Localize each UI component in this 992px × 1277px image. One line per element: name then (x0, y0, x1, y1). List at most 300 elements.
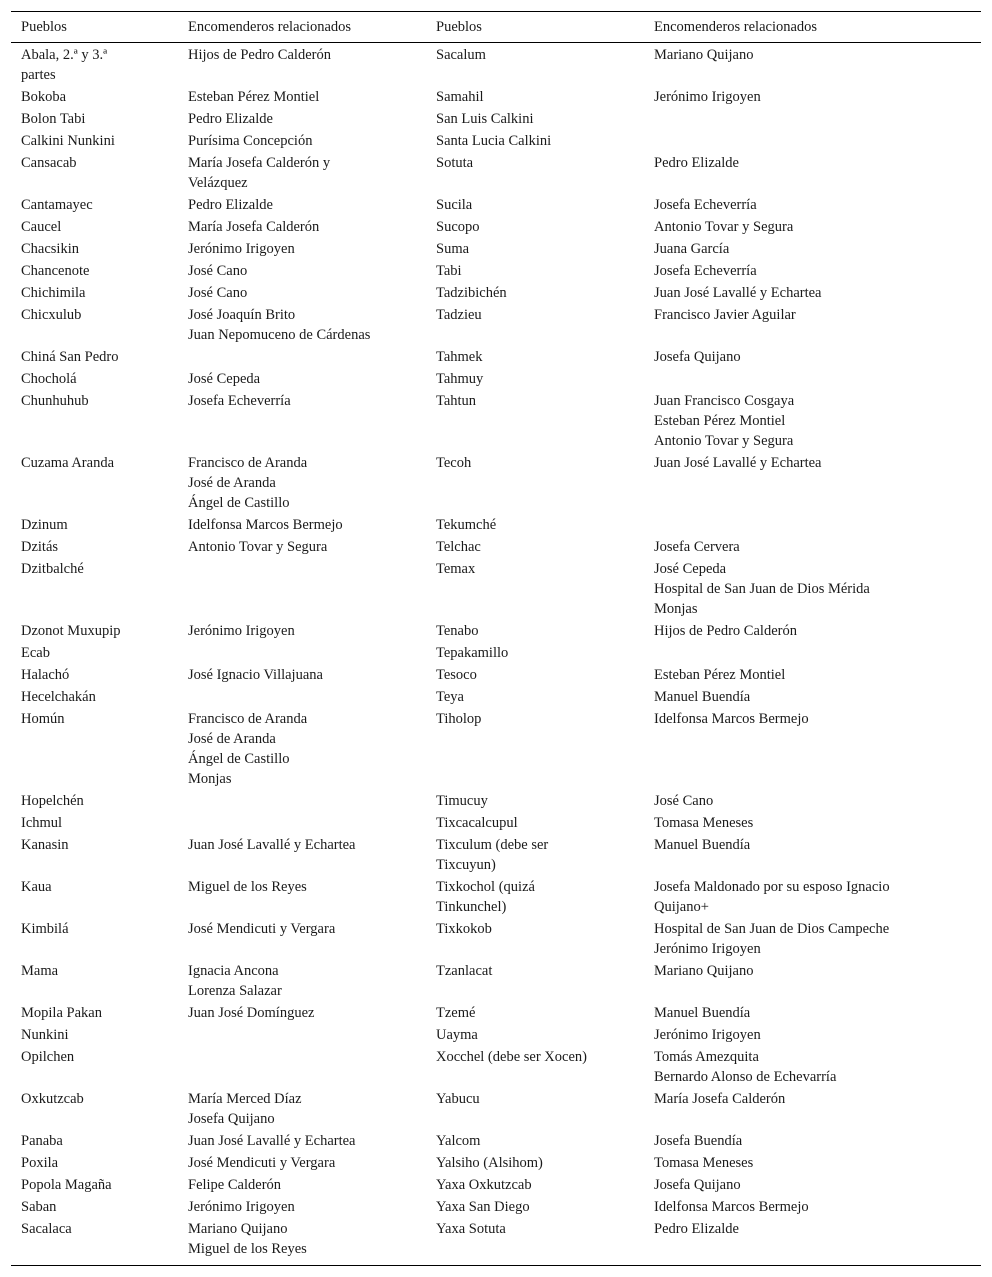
table-row (11, 1174, 981, 1196)
encomenderos-cell (644, 239, 981, 259)
table-row (11, 194, 981, 216)
encomenderos-cell (644, 665, 981, 685)
cell-text-line: Jerónimo Irigoyen (654, 89, 761, 105)
cell-text-line: Francisco de Aranda (188, 455, 308, 471)
cell-text-line: Tixcacalcupul (436, 815, 518, 831)
table-row (11, 620, 981, 642)
cell-text-line: José Joaquín Brito (188, 307, 296, 323)
cell-text-line: Antonio Tovar y Segura (654, 433, 794, 449)
pueblo-cell (11, 239, 178, 259)
pueblo-cell (426, 665, 644, 685)
cell-text-line: Santa Lucia Calkini (436, 133, 552, 149)
cell-text-line: Kimbilá (21, 921, 69, 937)
cell-text-line: Esteban Pérez Montiel (654, 413, 786, 429)
encomenderos-cell (644, 1025, 981, 1045)
cell-text-line: María Josefa Calderón y (188, 155, 331, 171)
cell-text-line: Chiná San Pedro (21, 349, 119, 365)
encomenderos-cell (178, 559, 426, 579)
encomenderos-cell (178, 961, 426, 1001)
pueblo-cell (426, 1089, 644, 1109)
cell-text-line: Oxkutzcab (21, 1091, 84, 1107)
cell-text-line: María Josefa Calderón (188, 219, 320, 235)
cell-text-line: Panaba (21, 1133, 63, 1149)
encomenderos-cell (178, 687, 426, 707)
cell-text-line: Esteban Pérez Montiel (188, 89, 320, 105)
cell-text-line: Idelfonsa Marcos Bermejo (654, 1199, 809, 1215)
table-row (11, 812, 981, 834)
cell-text-line: Josefa Cervera (654, 539, 740, 555)
pueblo-cell (11, 453, 178, 473)
pueblo-cell (426, 813, 644, 833)
cell-text-line: Hijos de Pedro Calderón (654, 623, 797, 639)
pueblo-cell (426, 369, 644, 389)
encomenderos-cell (644, 87, 981, 107)
table-row (11, 108, 981, 130)
encomenderos-cell (644, 1131, 981, 1151)
cell-text-line: José de Aranda (188, 731, 276, 747)
encomenderos-cell (178, 1025, 426, 1045)
cell-text-line: Jerónimo Irigoyen (188, 241, 295, 257)
cell-text-line: Juan José Lavallé y Echartea (654, 285, 822, 301)
pueblo-cell (11, 791, 178, 811)
cell-text-line: Tixkokob (436, 921, 492, 937)
pueblo-cell (426, 45, 644, 65)
pueblo-cell (426, 687, 644, 707)
table-row (11, 1152, 981, 1174)
cell-text-line: Tahmuy (436, 371, 484, 387)
cell-text-line: partes (21, 67, 56, 83)
cell-text-line: Teya (436, 689, 464, 705)
cell-text-line: Juan Nepomuceno de Cárdenas (188, 327, 371, 343)
pueblo-cell (426, 1003, 644, 1023)
cell-text-line: Calkini Nunkini (21, 133, 115, 149)
cell-text-line: Poxila (21, 1155, 59, 1171)
pueblo-cell (11, 835, 178, 855)
cell-text-line: Bernardo Alonso de Echevarría (654, 1069, 837, 1085)
cell-text-line: Pedro Elizalde (654, 155, 739, 171)
cell-text-line: José de Aranda (188, 475, 276, 491)
pueblo-cell (426, 835, 644, 875)
encomenderos-cell (178, 453, 426, 513)
cell-text-line: Tiholop (436, 711, 482, 727)
cell-text-line: Temax (436, 561, 476, 577)
encomenderos-cell (644, 1089, 981, 1109)
pueblo-cell (426, 131, 644, 151)
encomenderos-cell (644, 153, 981, 173)
table-row (11, 876, 981, 918)
cell-text-line: Timucuy (436, 793, 488, 809)
encomenderos-cell (178, 1131, 426, 1151)
cell-text-line: Mariano Quijano (654, 963, 754, 979)
encomenderos-cell (178, 1089, 426, 1129)
pueblo-cell (11, 919, 178, 939)
pueblo-cell (426, 1025, 644, 1045)
cell-text-line: Dzonot Muxupip (21, 623, 121, 639)
encomenderos-cell (178, 537, 426, 557)
table-row (11, 642, 981, 664)
encomenderos-cell (178, 1047, 426, 1067)
table-row (11, 1088, 981, 1130)
cell-text-line: Chichimila (21, 285, 86, 301)
encomenderos-cell (178, 347, 426, 367)
cell-text-line: Cuzama Aranda (21, 455, 115, 471)
cell-text-line: Sacalaca (21, 1221, 72, 1237)
encomenderos-cell (178, 813, 426, 833)
cell-text-line: Velázquez (188, 175, 248, 191)
pueblo-cell (426, 643, 644, 663)
pueblo-cell (11, 1047, 178, 1067)
encomenderos-cell (644, 1175, 981, 1195)
cell-text-line: Juan José Domínguez (188, 1005, 315, 1021)
cell-text-line: Suma (436, 241, 470, 257)
pueblo-cell (426, 1197, 644, 1217)
pueblo-cell (426, 195, 644, 215)
cell-text-line: Ichmul (21, 815, 63, 831)
cell-text-line: Chacsikin (21, 241, 79, 257)
cell-text-line: Lorenza Salazar (188, 983, 282, 999)
pueblo-cell (11, 153, 178, 173)
pueblo-cell (11, 261, 178, 281)
cell-text-line: Chicxulub (21, 307, 82, 323)
cell-text-line: Sacalum (436, 47, 486, 63)
pueblo-cell (11, 195, 178, 215)
header-encomenderos-2: Encomenderos relacionados (654, 19, 818, 35)
cell-text-line: Monjas (654, 601, 698, 617)
cell-text-line: Tomasa Meneses (654, 1155, 754, 1171)
pueblo-cell (11, 813, 178, 833)
cell-text-line: Ángel de Castillo (188, 495, 290, 511)
cell-text-line: Yaxa San Diego (436, 1199, 530, 1215)
pueblo-cell (426, 791, 644, 811)
encomenderos-cell (178, 1219, 426, 1259)
table-row (11, 960, 981, 1002)
pueblo-cell (11, 709, 178, 729)
cell-text-line: Kaua (21, 879, 52, 895)
encomenderos-cell (644, 1047, 981, 1087)
pueblo-cell (426, 709, 644, 729)
encomenderos-cell (644, 835, 981, 855)
pueblo-cell (11, 87, 178, 107)
encomenderos-cell (178, 709, 426, 789)
table-row (11, 216, 981, 238)
pueblo-cell (426, 515, 644, 535)
cell-text-line: Pedro Elizalde (188, 111, 273, 127)
table-row (11, 558, 981, 620)
cell-text-line: Tecoh (436, 455, 472, 471)
encomenderos-cell (644, 877, 981, 917)
cell-text-line: Yaxa Sotuta (436, 1221, 506, 1237)
table-row (11, 282, 981, 304)
pueblo-cell (11, 643, 178, 663)
encomenderos-cell (178, 369, 426, 389)
table-row (11, 260, 981, 282)
pueblo-cell (11, 515, 178, 535)
cell-text-line: Tahtun (436, 393, 477, 409)
encomenderos-cell (644, 961, 981, 981)
table-row (11, 1130, 981, 1152)
cell-text-line: José Mendicuti y Vergara (188, 1155, 336, 1171)
pueblo-cell (11, 1003, 178, 1023)
cell-text-line: Mama (21, 963, 59, 979)
pueblo-cell (426, 283, 644, 303)
encomenderos-cell (178, 283, 426, 303)
cell-text-line: Josefa Quijano (654, 349, 741, 365)
pueblo-cell (426, 261, 644, 281)
cell-text-line: Chunhuhub (21, 393, 89, 409)
cell-text-line: José Mendicuti y Vergara (188, 921, 336, 937)
table-row (11, 514, 981, 536)
table-row (11, 152, 981, 194)
cell-text-line: Hecelchakán (21, 689, 96, 705)
cell-text-line: Felipe Calderón (188, 1177, 282, 1193)
cell-text-line: Ángel de Castillo (188, 751, 290, 767)
cell-text-line: Yalcom (436, 1133, 481, 1149)
cell-text-line: Dzinum (21, 517, 68, 533)
cell-text-line: Francisco Javier Aguilar (654, 307, 796, 323)
cell-text-line: Idelfonsa Marcos Bermejo (654, 711, 809, 727)
cell-text-line: Saban (21, 1199, 57, 1215)
pueblo-cell (11, 621, 178, 641)
cell-text-line: Juan Francisco Cosgaya (654, 393, 795, 409)
cell-text-line: Hopelchén (21, 793, 84, 809)
cell-text-line: Kanasin (21, 837, 69, 853)
table-row (11, 708, 981, 790)
cell-text-line: Ecab (21, 645, 50, 661)
pueblo-cell (11, 391, 178, 411)
cell-text-line: Pedro Elizalde (654, 1221, 739, 1237)
pueblo-cell (426, 961, 644, 981)
pueblo-cell (426, 1153, 644, 1173)
encomenderos-table (11, 11, 981, 1266)
encomenderos-cell (178, 877, 426, 897)
encomenderos-cell (178, 1153, 426, 1173)
pueblo-cell (426, 109, 644, 129)
pueblo-cell (426, 453, 644, 473)
cell-text-line: Francisco de Aranda (188, 711, 308, 727)
pueblo-cell (11, 283, 178, 303)
table-row (11, 452, 981, 514)
encomenderos-cell (178, 835, 426, 855)
encomenderos-cell (178, 919, 426, 939)
encomenderos-cell (644, 791, 981, 811)
encomenderos-cell (644, 283, 981, 303)
cell-text-line: Tixcuyun) (436, 857, 496, 873)
table-row (11, 664, 981, 686)
cell-text-line: Miguel de los Reyes (188, 1241, 307, 1257)
pueblo-cell (11, 1219, 178, 1239)
table-header-row (11, 12, 981, 42)
header-encomenderos-1: Encomenderos relacionados (188, 19, 352, 35)
cell-text-line: Jerónimo Irigoyen (654, 941, 761, 957)
cell-text-line: Dzitás (21, 539, 59, 555)
cell-text-line: Josefa Buendía (654, 1133, 743, 1149)
cell-text-line: Manuel Buendía (654, 1005, 751, 1021)
cell-text-line: Tepakamillo (436, 645, 509, 661)
pueblo-cell (426, 239, 644, 259)
header-pueblos-2: Pueblos (436, 19, 482, 35)
pueblo-cell (426, 1175, 644, 1195)
cell-text-line: Samahil (436, 89, 484, 105)
cell-text-line: Tabi (436, 263, 462, 279)
encomenderos-cell (644, 813, 981, 833)
cell-text-line: Hospital de San Juan de Dios Mérida (654, 581, 870, 597)
table-row (11, 304, 981, 346)
cell-text-line: Josefa Echeverría (654, 197, 757, 213)
encomenderos-cell (178, 1003, 426, 1023)
pueblo-cell (426, 1047, 644, 1067)
cell-text-line: Tomasa Meneses (654, 815, 754, 831)
encomenderos-cell (178, 791, 426, 811)
cell-text-line: Chancenote (21, 263, 90, 279)
encomenderos-cell (644, 1003, 981, 1023)
pueblo-cell (11, 537, 178, 557)
cell-text-line: Sucila (436, 197, 473, 213)
cell-text-line: Dzitbalché (21, 561, 84, 577)
cell-text-line: José Cano (188, 263, 248, 279)
encomenderos-cell (644, 391, 981, 451)
encomenderos-cell (178, 261, 426, 281)
pueblo-cell (11, 45, 178, 85)
cell-text-line: Idelfonsa Marcos Bermejo (188, 517, 343, 533)
cell-text-line: Tomás Amezquita (654, 1049, 759, 1065)
pueblo-cell (426, 1219, 644, 1239)
table-row (11, 1024, 981, 1046)
encomenderos-cell (178, 515, 426, 535)
encomenderos-cell (178, 195, 426, 215)
encomenderos-cell (644, 621, 981, 641)
cell-text-line: Jerónimo Irigoyen (654, 1027, 761, 1043)
pueblo-cell (11, 369, 178, 389)
cell-text-line: Mariano Quijano (654, 47, 754, 63)
table-row (11, 686, 981, 708)
encomenderos-cell (178, 45, 426, 65)
encomenderos-cell (178, 1197, 426, 1217)
encomenderos-cell (644, 709, 981, 729)
table-row (11, 1046, 981, 1088)
cell-text-line: Halachó (21, 667, 70, 683)
cell-text-line: Jerónimo Irigoyen (188, 623, 295, 639)
table-row (11, 1002, 981, 1024)
cell-text-line: Josefa Quijano (188, 1111, 275, 1127)
cell-text-line: Manuel Buendía (654, 689, 751, 705)
encomenderos-cell (644, 1197, 981, 1217)
table-body (11, 43, 981, 1265)
table-row (11, 390, 981, 452)
pueblo-cell (11, 961, 178, 981)
cell-text-line: Sotuta (436, 155, 474, 171)
table-row (11, 834, 981, 876)
cell-text-line: Abala, 2.ª y 3.ª (21, 47, 108, 63)
encomenderos-cell (644, 261, 981, 281)
cell-text-line: Monjas (188, 771, 232, 787)
cell-text-line: Juan José Lavallé y Echartea (654, 455, 822, 471)
encomenderos-cell (644, 1153, 981, 1173)
encomenderos-cell (644, 217, 981, 237)
pueblo-cell (426, 305, 644, 325)
cell-text-line: Manuel Buendía (654, 837, 751, 853)
encomenderos-cell (644, 45, 981, 65)
cell-text-line: Antonio Tovar y Segura (188, 539, 328, 555)
encomenderos-cell (644, 195, 981, 215)
cell-text-line: José Cepeda (188, 371, 261, 387)
cell-text-line: Purísima Concepción (188, 133, 313, 149)
cell-text-line: Yalsiho (Alsihom) (436, 1155, 543, 1171)
cell-text-line: Josefa Quijano (654, 1177, 741, 1193)
cell-text-line: Tadzibichén (436, 285, 507, 301)
cell-text-line: Hospital de San Juan de Dios Campeche (654, 921, 890, 937)
cell-text-line: Xocchel (debe ser Xocen) (436, 1049, 587, 1065)
cell-text-line: Popola Magaña (21, 1177, 112, 1193)
header-pueblos-1: Pueblos (21, 19, 67, 35)
cell-text-line: Opilchen (21, 1049, 75, 1065)
pueblo-cell (11, 1025, 178, 1045)
pueblo-cell (11, 1153, 178, 1173)
encomenderos-cell (644, 687, 981, 707)
pueblo-cell (426, 217, 644, 237)
pueblo-cell (11, 1131, 178, 1151)
encomenderos-cell (178, 643, 426, 663)
cell-text-line: Ignacia Ancona (188, 963, 279, 979)
cell-text-line: Juan José Lavallé y Echartea (188, 1133, 356, 1149)
pueblo-cell (11, 347, 178, 367)
encomenderos-cell (644, 305, 981, 325)
encomenderos-cell (178, 391, 426, 411)
pueblo-cell (11, 1175, 178, 1195)
cell-text-line: María Josefa Calderón (654, 1091, 786, 1107)
encomenderos-cell (178, 87, 426, 107)
cell-text-line: José Ignacio Villajuana (188, 667, 323, 683)
cell-text-line: Homún (21, 711, 65, 727)
cell-text-line: Josefa Echeverría (188, 393, 291, 409)
cell-text-line: Tekumché (436, 517, 497, 533)
pueblo-cell (426, 87, 644, 107)
cell-text-line: Tixculum (debe ser (436, 837, 549, 853)
cell-text-line: Tadzieu (436, 307, 482, 323)
cell-text-line: Antonio Tovar y Segura (654, 219, 794, 235)
pueblo-cell (11, 1197, 178, 1217)
table-row (11, 130, 981, 152)
cell-text-line: Tzemé (436, 1005, 476, 1021)
cell-text-line: Bokoba (21, 89, 67, 105)
cell-text-line: Juana García (654, 241, 730, 257)
cell-text-line: Nunkini (21, 1027, 69, 1043)
pueblo-cell (11, 665, 178, 685)
encomenderos-cell (644, 919, 981, 959)
cell-text-line: Tahmek (436, 349, 483, 365)
cell-text-line: Tzanlacat (436, 963, 493, 979)
cell-text-line: Tinkunchel) (436, 899, 507, 915)
cell-text-line: Esteban Pérez Montiel (654, 667, 786, 683)
encomenderos-cell (644, 347, 981, 367)
encomenderos-cell (178, 665, 426, 685)
pueblo-cell (426, 621, 644, 641)
encomenderos-cell (178, 621, 426, 641)
cell-text-line: Josefa Echeverría (654, 263, 757, 279)
encomenderos-cell (644, 109, 981, 129)
pueblo-cell (426, 537, 644, 557)
table-row (11, 1218, 981, 1260)
cell-text-line: Tixkochol (quizá (436, 879, 535, 895)
cell-text-line: Telchac (436, 539, 481, 555)
pueblo-cell (11, 1089, 178, 1109)
pueblo-cell (11, 877, 178, 897)
cell-text-line: Pedro Elizalde (188, 197, 273, 213)
pueblo-cell (426, 391, 644, 411)
table-row (11, 790, 981, 812)
encomenderos-cell (178, 239, 426, 259)
encomenderos-cell (178, 217, 426, 237)
cell-text-line: Bolon Tabi (21, 111, 86, 127)
